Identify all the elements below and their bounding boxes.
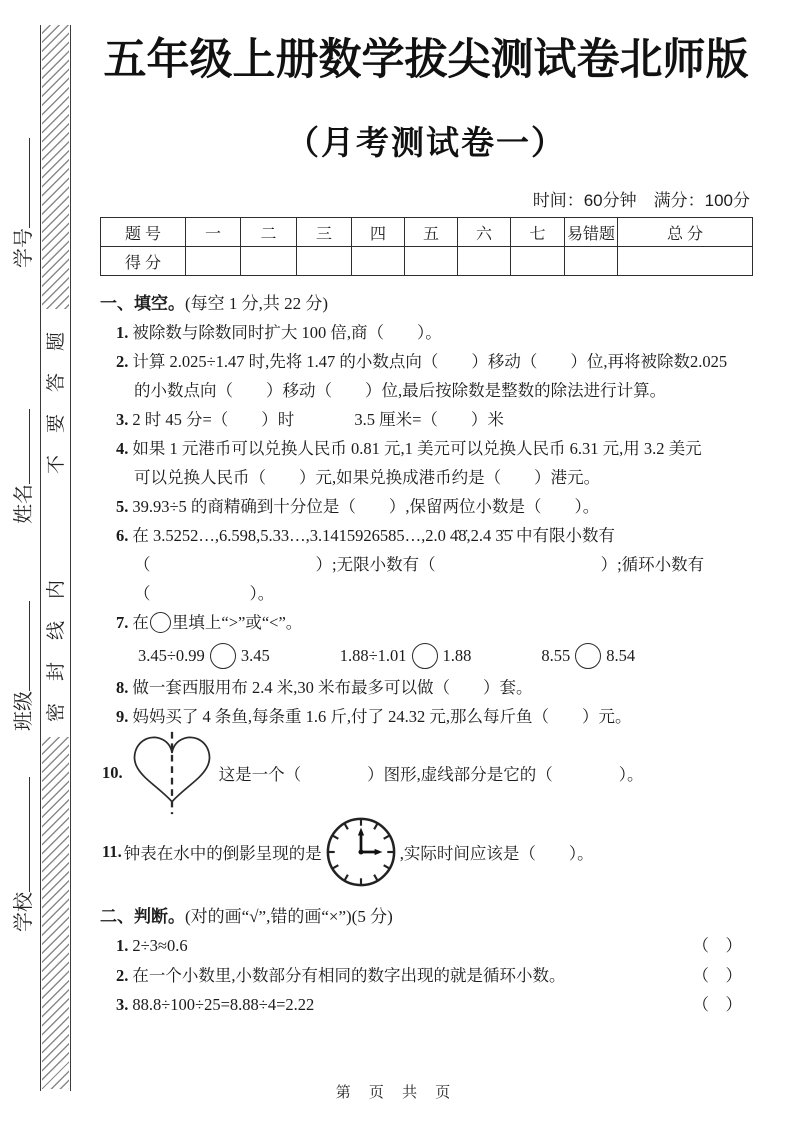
section-fill-heading — [100, 289, 752, 318]
fill-question-2-cont — [100, 376, 752, 405]
section-fill-heading-title: 一、填空。 — [100, 294, 185, 313]
comparison-right: 1.88 — [442, 646, 472, 665]
class-label-text: 班级 — [13, 691, 35, 731]
compare-circle-icon — [210, 643, 236, 669]
score-header-cell: 题 号 — [101, 218, 186, 247]
school-blank-line — [15, 777, 30, 892]
score-table-score-row — [101, 247, 753, 276]
compare-circle-icon — [150, 612, 171, 633]
fill-question-4-cont — [100, 463, 752, 492]
question-number: 9. — [116, 707, 129, 726]
score-header-cell: 二 — [241, 218, 297, 247]
score-header-cell: 三 — [297, 218, 352, 247]
seal-hatching-top — [42, 25, 69, 309]
school-label-text: 学校 — [13, 892, 35, 932]
comparison-item — [340, 639, 472, 673]
question-text-wrap — [116, 990, 314, 1020]
seal-text-lower: 密封线内 — [46, 557, 67, 722]
fill-question-4 — [100, 434, 752, 463]
score-empty-cell — [352, 247, 405, 276]
score-empty-cell — [241, 247, 297, 276]
fill-question-9 — [100, 702, 752, 731]
question-text: 可以兑换人民币（ ）元,如果兑换成港币约是（ ）港元。 — [134, 468, 601, 487]
score-row-label: 得 分 — [101, 247, 186, 276]
class-blank-line — [15, 601, 30, 691]
question-text: 做一套西服用布 2.4 米,30 米布最多可以做（ ）套。 — [132, 678, 533, 697]
question-text: 的小数点向（ ）移动（ ）位,最后按除数是整数的除法进行计算。 — [134, 381, 667, 400]
compare-circle-icon — [575, 643, 601, 669]
score-empty-cell — [565, 247, 618, 276]
heart-symmetry-figure — [129, 731, 215, 815]
comparison-left: 8.55 — [541, 646, 571, 665]
comparison-left: 3.45÷0.99 — [138, 646, 205, 665]
score-empty-cell — [405, 247, 458, 276]
comparison-left: 1.88÷1.01 — [339, 646, 407, 665]
score-header-cell: 六 — [458, 218, 511, 247]
question-text: 2 时 45 分=（ ）时 — [132, 410, 295, 429]
page-title: 五年级上册数学拔尖测试卷北师版 — [103, 36, 749, 84]
question-text-wrap — [116, 931, 188, 961]
judge-question-2 — [100, 961, 752, 991]
fill-question-5 — [100, 492, 752, 521]
question-text: （ ）;无限小数有（ ）;循环小数有 — [134, 555, 705, 574]
student-id-label-text: 学号 — [13, 228, 35, 268]
question-text: 如果 1 元港币可以兑换人民币 0.81 元,1 美元可以兑换人民币 6.31 元,用 3.2 美元 — [132, 439, 702, 458]
fill-question-10 — [100, 731, 752, 815]
question-text: 88.8÷100÷25=8.88÷4=2.22 — [132, 995, 315, 1014]
question-text: 里填上“>”或“<”。 — [171, 613, 303, 632]
question-number: 1. — [116, 936, 129, 955]
question-number: 3. — [116, 410, 129, 429]
question-text: 3.5 厘米=（ ）米 — [354, 410, 504, 429]
question-text: 妈妈买了 4 条鱼,每条重 1.6 斤,付了 24.32 元,那么每斤鱼（ ）元。 — [132, 707, 632, 726]
comparison-row — [100, 639, 752, 673]
question-text: 计算 2.025÷1.47 时,先将 1.47 的小数点向（ ）移动（ ）位,再将被除数2.025 — [132, 352, 728, 371]
page-number-footer: 第 页 共 页 — [335, 1084, 458, 1101]
score-empty-cell — [458, 247, 511, 276]
fill-question-8 — [100, 673, 752, 702]
score-empty-cell — [511, 247, 565, 276]
question-number: 2. — [116, 352, 129, 371]
comparison-right: 8.54 — [606, 646, 636, 665]
score-table — [100, 217, 753, 276]
score-header-cell: 总 分 — [618, 218, 753, 247]
question-number: 4. — [116, 439, 129, 458]
seal-hatching-bottom — [42, 737, 69, 1089]
question-number: 8. — [116, 678, 129, 697]
fill-question-1 — [100, 318, 752, 347]
answer-parentheses: （ ） — [692, 936, 742, 955]
seal-border-line-right — [70, 25, 71, 1091]
question-text: 2÷3≈0.6 — [132, 936, 188, 955]
comparison-right: 3.45 — [240, 646, 270, 665]
student-id-label — [12, 138, 36, 268]
fill-question-6-cont2 — [100, 579, 752, 608]
score-header-cell: 七 — [511, 218, 565, 247]
fill-question-7 — [100, 608, 752, 637]
section-judge-heading-note: (对的画“√”,错的画“×”)(5 分) — [185, 907, 393, 926]
score-header-cell: 五 — [405, 218, 458, 247]
fill-question-2 — [100, 347, 752, 376]
score-header-cell: 一 — [186, 218, 241, 247]
page-subtitle: （月考测试卷一） — [286, 124, 566, 161]
question-text: （ ）。 — [134, 584, 275, 603]
judge-question-1 — [100, 931, 752, 961]
fill-question-6-cont — [100, 550, 752, 579]
question-text: 在 — [132, 613, 149, 632]
question-number: 3. — [116, 995, 129, 1014]
question-text: 钟表在水中的倒影呈现的是 — [123, 844, 322, 863]
student-id-blank-line — [15, 138, 30, 228]
answer-parentheses: （ ） — [692, 995, 742, 1014]
exam-content — [100, 26, 752, 1020]
section-judge-heading-title: 二、判断。 — [100, 907, 185, 926]
fill-question-6 — [100, 521, 752, 550]
score-header-cell: 易错题 — [565, 218, 618, 247]
name-blank-line — [15, 409, 30, 484]
score-header-cell: 四 — [352, 218, 405, 247]
clock-reflection-figure — [324, 815, 398, 889]
school-label — [12, 777, 36, 932]
clock-hands — [358, 828, 383, 855]
question-text: ,实际时间应该是（ ）。 — [399, 844, 594, 863]
question-number: 5. — [116, 497, 129, 516]
question-number: 6. — [116, 526, 129, 545]
comparison-item — [541, 639, 635, 673]
judge-question-3 — [100, 990, 752, 1020]
question-text: 在一个小数里,小数部分有相同的数字出现的就是循环小数。 — [132, 965, 566, 985]
question-number: 10. — [102, 763, 123, 782]
question-text-wrap — [116, 961, 566, 991]
class-label — [12, 601, 36, 731]
name-label — [12, 409, 36, 524]
question-number: 7. — [116, 613, 129, 632]
fill-question-11 — [100, 815, 752, 889]
compare-circle-icon — [412, 643, 438, 669]
question-text: 在 3.5252…,6.598,5.33…,3.1415926585…,2.0 4̇8̇,2.4 3̇5̇ 中有限小数有 — [132, 526, 615, 545]
name-label-text: 姓名 — [13, 484, 35, 524]
comparison-item — [138, 639, 270, 673]
section-fill-heading-note: (每空 1 分,共 22 分) — [185, 294, 329, 313]
score-table-header-row — [101, 218, 753, 247]
answer-parentheses: （ ） — [692, 965, 742, 985]
exam-meta: 时间：60分钟 满分：100分 — [532, 191, 750, 210]
score-empty-cell — [618, 247, 753, 276]
fill-question-3 — [100, 405, 752, 434]
question-text: 39.93÷5 的商精确到十分位是（ ）,保留两位小数是（ ）。 — [132, 497, 600, 516]
score-empty-cell — [297, 247, 352, 276]
question-number: 11. — [102, 842, 122, 861]
score-empty-cell — [186, 247, 241, 276]
question-number: 2. — [116, 965, 129, 985]
question-text: 这是一个（ ）图形,虚线部分是它的（ ）。 — [218, 765, 644, 784]
question-text: 被除数与除数同时扩大 100 倍,商（ ）。 — [132, 323, 442, 342]
question-number: 1. — [116, 323, 129, 342]
seal-border-line-left — [40, 25, 41, 1091]
seal-text-upper: 不要答题 — [46, 309, 67, 474]
section-judge-heading — [100, 902, 752, 931]
